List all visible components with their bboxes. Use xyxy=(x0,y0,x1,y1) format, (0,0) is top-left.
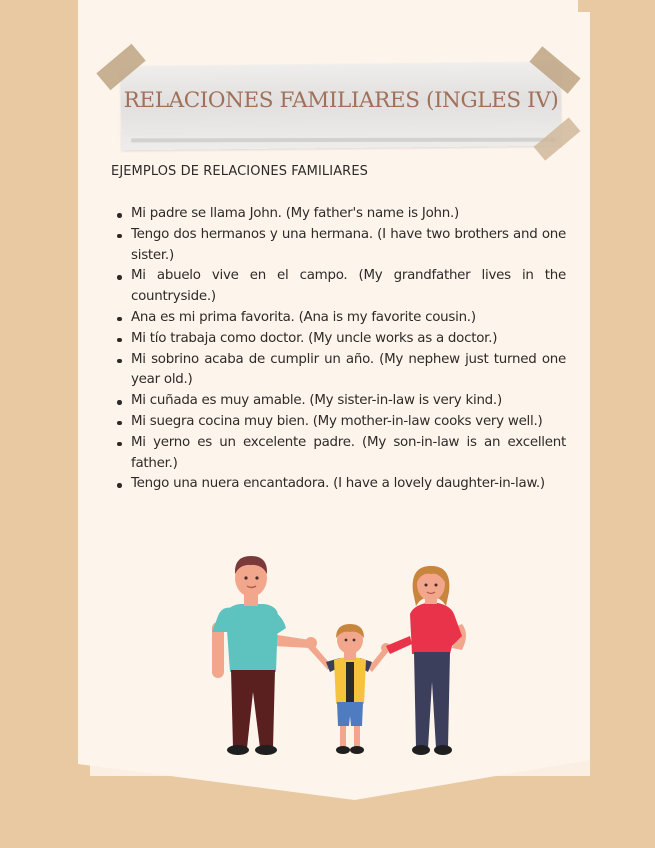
mother-figure xyxy=(386,566,466,755)
section-heading: EJEMPLOS DE RELACIONES FAMILIARES xyxy=(111,164,368,179)
examples-list xyxy=(112,204,566,495)
paper-corner xyxy=(578,0,590,12)
family-illustration xyxy=(200,552,480,758)
father-figure xyxy=(212,556,317,755)
list-item: Mi yerno es un excelente padre. (My son-in-law is an excellent father.) xyxy=(112,433,566,475)
list-item: Mi abuelo vive en el campo. (My grandfather lives in the countryside.) xyxy=(112,266,566,308)
child-figure xyxy=(308,624,391,754)
list-item: Mi cuñada es muy amable. (My sister-in-law is very kind.) xyxy=(112,391,566,412)
list-item: Mi padre se llama John. (My father's name is John.) xyxy=(112,204,566,225)
list-item: Tengo dos hermanos y una hermana. (I have two brothers and one sister.) xyxy=(112,225,566,267)
list-item: Ana es mi prima favorita. (Ana is my favorite cousin.) xyxy=(112,308,566,329)
list-item: Mi sobrino acaba de cumplir un año. (My nephew just turned one year old.) xyxy=(112,350,566,392)
list-item: Mi tío trabaja como doctor. (My uncle works as a doctor.) xyxy=(112,329,566,350)
list-item: Tengo una nuera encantadora. (I have a lovely daughter-in-law.) xyxy=(112,474,566,495)
page-title: RELACIONES FAMILIARES (INGLES IV) xyxy=(123,88,559,113)
list-item: Mi suegra cocina muy bien. (My mother-in-law cooks very well.) xyxy=(112,412,566,433)
